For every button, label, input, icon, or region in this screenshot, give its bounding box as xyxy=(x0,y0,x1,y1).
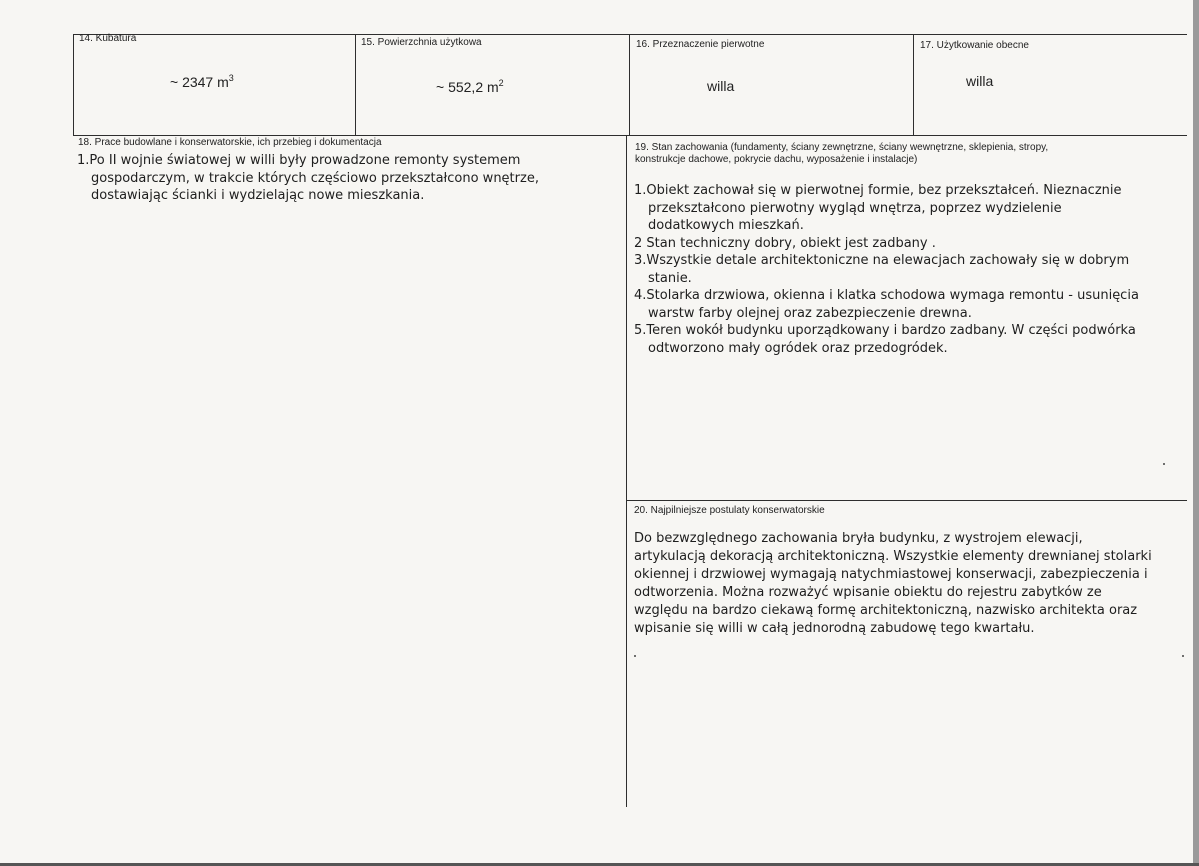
cell-20-label: 20. Najpilniejsze postulaty konserwatorskie xyxy=(634,505,825,516)
cell-15-number: ~ 552,2 m xyxy=(436,79,499,95)
list-item: 3.Wszystkie detale architektoniczne na elewacjach zachowały się w dobrym stanie. xyxy=(634,253,1130,286)
scan-speck xyxy=(1182,655,1184,657)
cell-16-label: 16. Przeznaczenie pierwotne xyxy=(636,39,765,50)
list-item: 2 Stan techniczny dobry, obiekt jest zadbany . xyxy=(634,235,936,251)
cell-18-label: 18. Prace budowlane i konserwatorskie, ich przebieg i dokumentacja xyxy=(78,137,382,148)
list-item: 4.Stolarka drzwiowa, okienna i klatka schodowa wymaga remontu - usunięcia warstw farby olejnej oraz zabezpieczenie drewna. xyxy=(634,288,1139,321)
scan-speck xyxy=(1163,463,1165,465)
cell-16-value: willa xyxy=(707,78,735,94)
divider-18-19 xyxy=(626,135,627,807)
divider-16-17 xyxy=(913,34,914,136)
cell-14-exponent: 3 xyxy=(228,73,234,83)
top-rule xyxy=(73,34,1187,35)
list-item: 1.Po II wojnie światowej w willi były prowadzone remonty systemem gospodarczym, w trakcie których częściowo przekształcono wnętrze, dostawiając ścianki i wydzielając nowe mieszkania. xyxy=(77,153,539,203)
cell-19-text xyxy=(634,182,1144,357)
cell-14-label: 14. Kubatura xyxy=(79,33,137,44)
divider-15-16 xyxy=(629,34,630,136)
scan-speck xyxy=(634,655,636,657)
cell-17-label: 17. Użytkowanie obecne xyxy=(920,40,1029,51)
cell-15-value xyxy=(436,78,504,95)
cell-15-label: 15. Powierzchnia użytkowa xyxy=(361,37,482,48)
cell-14-number: ~ 2347 m xyxy=(170,74,229,90)
divider-14-15 xyxy=(355,34,356,136)
cell-20-text: Do bezwzględnego zachowania bryła budynku, z wystrojem elewacji, artykulacją dekoracją architektoniczną. Wszystkie elementy drewnianej stolarki okiennej i drzwiowej wymagają natychmiastowej konserwacji, zabezpieczenia i odtworzenia. Można rozważyć wpisanie obiektu do rejestru zabytków ze względu na bardzo ciekawą formę architektoniczną, nazwisko architekta oraz wpisanie się willi w całą jednorodną zabudowę tego kwartału. xyxy=(634,531,1152,636)
cell-14-value xyxy=(170,73,234,90)
cell-15-exponent: 2 xyxy=(498,78,504,88)
list-item: 1.Obiekt zachował się w pierwotnej formie, bez przekształceń. Nieznacznie przekształcono pierwotny wygląd wnętrza, poprzez wydzielenie dodatkowych mieszkań. xyxy=(634,183,1122,233)
row1-bottom-rule xyxy=(73,135,1187,136)
list-item: 5.Teren wokół budynku uporządkowany i bardzo zadbany. W części podwórka odtworzono mały ogródek oraz przedogródek. xyxy=(634,323,1136,356)
cell-19-label-line2: konstrukcje dachowe, pokrycie dachu, wyposażenie i instalacje) xyxy=(635,154,918,165)
cell-17-value: willa xyxy=(966,73,994,89)
scan-edge-right xyxy=(1193,0,1199,866)
cell-19-label-line1: 19. Stan zachowania (fundamenty, ściany zewnętrzne, ściany wewnętrzne, sklepienia, stropy, xyxy=(635,142,1049,153)
divider-19-20 xyxy=(626,500,1187,501)
left-rule xyxy=(73,34,74,136)
cell-18-text xyxy=(77,152,547,205)
